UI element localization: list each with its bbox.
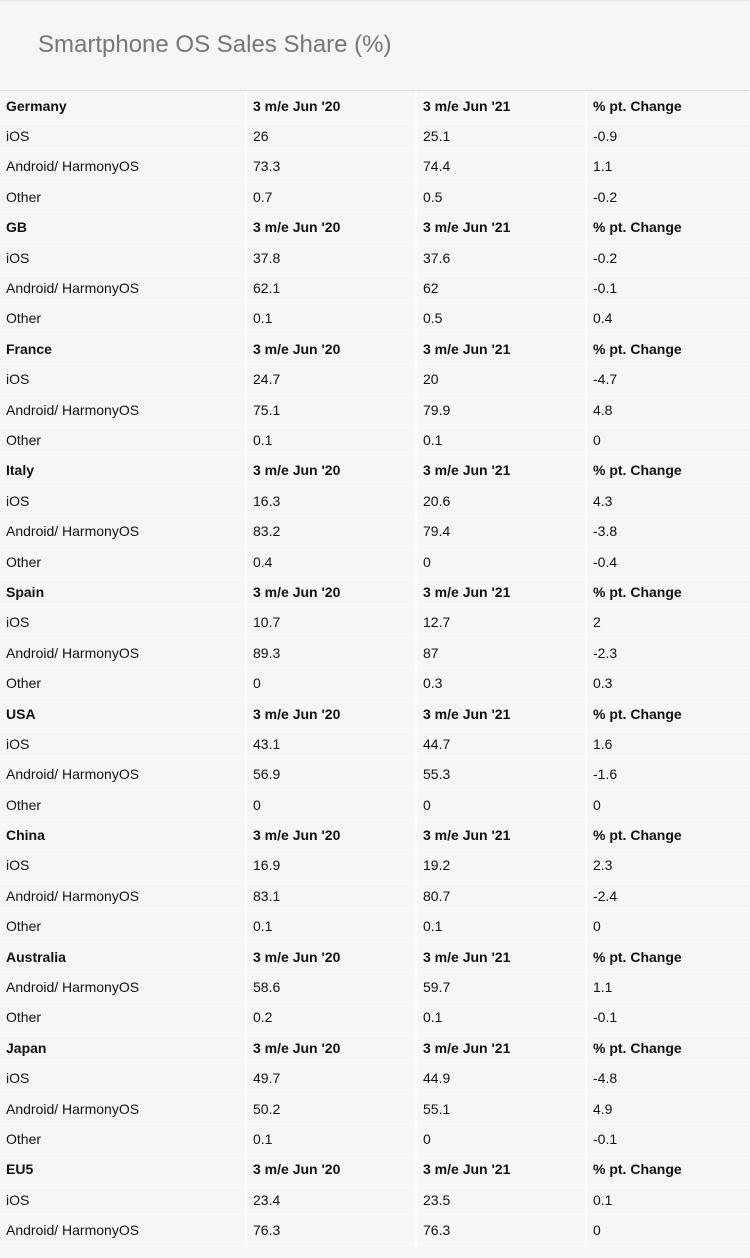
value-cell-3: 1.1 [585, 972, 750, 1002]
region-header-row-china [0, 820, 750, 850]
value-cell-3: 0 [585, 912, 750, 942]
table-row-france-other [0, 425, 750, 455]
value-cell-2: 20 [415, 365, 585, 395]
os-label: Android/ HarmonyOS [0, 972, 245, 1002]
value-cell-2: 0.1 [415, 912, 585, 942]
column-header-2: 3 m/e Jun '21 [415, 1033, 585, 1063]
value-cell-2: 12.7 [415, 608, 585, 638]
value-cell-2: 80.7 [415, 881, 585, 911]
os-label: Other [0, 912, 245, 942]
value-cell-1: 56.9 [245, 760, 415, 790]
value-cell-3: 1.1 [585, 152, 750, 182]
column-header-3: % pt. Change [585, 577, 750, 607]
table-body [0, 91, 750, 1246]
value-cell-3: -1.6 [585, 760, 750, 790]
value-cell-3: -0.2 [585, 182, 750, 212]
value-cell-3: 2.3 [585, 851, 750, 881]
value-cell-1: 0.2 [245, 1003, 415, 1033]
column-header-2: 3 m/e Jun '21 [415, 213, 585, 243]
table-row-australia-other [0, 1003, 750, 1033]
os-label: Other [0, 1124, 245, 1154]
value-cell-1: 50.2 [245, 1094, 415, 1124]
region-label: GB [0, 213, 245, 243]
column-header-2: 3 m/e Jun '21 [415, 942, 585, 972]
value-cell-3: -4.7 [585, 365, 750, 395]
os-label: Other [0, 1003, 245, 1033]
value-cell-1: 26 [245, 121, 415, 151]
value-cell-1: 58.6 [245, 972, 415, 1002]
table-row-china-android-harmonyos [0, 881, 750, 911]
column-header-1: 3 m/e Jun '20 [245, 1155, 415, 1185]
table-row-eu5-android-harmonyos [0, 1215, 750, 1245]
table-row-china-other [0, 912, 750, 942]
table-row-france-ios [0, 365, 750, 395]
value-cell-2: 55.3 [415, 760, 585, 790]
value-cell-2: 79.9 [415, 395, 585, 425]
column-header-1: 3 m/e Jun '20 [245, 942, 415, 972]
value-cell-2: 74.4 [415, 152, 585, 182]
value-cell-2: 0 [415, 790, 585, 820]
value-cell-2: 44.9 [415, 1064, 585, 1094]
table-row-china-ios [0, 851, 750, 881]
region-label: Japan [0, 1033, 245, 1063]
region-label: USA [0, 699, 245, 729]
value-cell-2: 55.1 [415, 1094, 585, 1124]
region-label: Spain [0, 577, 245, 607]
value-cell-2: 20.6 [415, 486, 585, 516]
value-cell-3: -2.4 [585, 881, 750, 911]
region-label: Italy [0, 456, 245, 486]
value-cell-3: -0.2 [585, 243, 750, 273]
value-cell-3: 0 [585, 425, 750, 455]
os-label: Android/ HarmonyOS [0, 638, 245, 668]
table-row-gb-android-harmonyos [0, 273, 750, 303]
column-header-3: % pt. Change [585, 91, 750, 121]
value-cell-2: 0.1 [415, 1003, 585, 1033]
os-label: Android/ HarmonyOS [0, 273, 245, 303]
region-header-row-japan [0, 1033, 750, 1063]
table-row-eu5-ios [0, 1185, 750, 1215]
column-header-1: 3 m/e Jun '20 [245, 577, 415, 607]
column-header-2: 3 m/e Jun '21 [415, 334, 585, 364]
region-label: France [0, 334, 245, 364]
value-cell-2: 0.5 [415, 182, 585, 212]
value-cell-1: 0.4 [245, 547, 415, 577]
table-row-france-android-harmonyos [0, 395, 750, 425]
value-cell-1: 10.7 [245, 608, 415, 638]
column-header-2: 3 m/e Jun '21 [415, 699, 585, 729]
column-header-3: % pt. Change [585, 1033, 750, 1063]
column-header-3: % pt. Change [585, 699, 750, 729]
os-label: Android/ HarmonyOS [0, 152, 245, 182]
value-cell-3: 0.3 [585, 668, 750, 698]
table-row-germany-android-harmonyos [0, 152, 750, 182]
column-header-3: % pt. Change [585, 1155, 750, 1185]
value-cell-3: -4.8 [585, 1064, 750, 1094]
value-cell-3: 0.1 [585, 1185, 750, 1215]
os-label: Android/ HarmonyOS [0, 516, 245, 546]
column-header-2: 3 m/e Jun '21 [415, 91, 585, 121]
column-header-3: % pt. Change [585, 456, 750, 486]
table-container[interactable] [0, 91, 750, 1258]
os-label: iOS [0, 851, 245, 881]
value-cell-3: -0.1 [585, 1124, 750, 1154]
table-row-spain-other [0, 668, 750, 698]
value-cell-1: 83.2 [245, 516, 415, 546]
column-header-1: 3 m/e Jun '20 [245, 1033, 415, 1063]
value-cell-1: 43.1 [245, 729, 415, 759]
os-label: iOS [0, 365, 245, 395]
value-cell-2: 44.7 [415, 729, 585, 759]
value-cell-2: 79.4 [415, 516, 585, 546]
value-cell-3: 4.3 [585, 486, 750, 516]
table-row-japan-other [0, 1124, 750, 1154]
region-header-row-eu5 [0, 1155, 750, 1185]
value-cell-2: 76.3 [415, 1215, 585, 1245]
os-label: Other [0, 668, 245, 698]
value-cell-3: 2 [585, 608, 750, 638]
table-row-spain-ios [0, 608, 750, 638]
value-cell-1: 0 [245, 668, 415, 698]
value-cell-1: 16.3 [245, 486, 415, 516]
column-header-2: 3 m/e Jun '21 [415, 577, 585, 607]
os-label: iOS [0, 1185, 245, 1215]
value-cell-3: -0.4 [585, 547, 750, 577]
os-label: iOS [0, 1064, 245, 1094]
value-cell-1: 0.1 [245, 912, 415, 942]
column-header-2: 3 m/e Jun '21 [415, 820, 585, 850]
column-header-3: % pt. Change [585, 820, 750, 850]
value-cell-2: 59.7 [415, 972, 585, 1002]
value-cell-3: -2.3 [585, 638, 750, 668]
value-cell-1: 37.8 [245, 243, 415, 273]
value-cell-2: 87 [415, 638, 585, 668]
region-label: EU5 [0, 1155, 245, 1185]
region-header-row-italy [0, 456, 750, 486]
os-label: Android/ HarmonyOS [0, 881, 245, 911]
value-cell-3: 4.9 [585, 1094, 750, 1124]
os-label: Android/ HarmonyOS [0, 395, 245, 425]
os-label: Android/ HarmonyOS [0, 1215, 245, 1245]
value-cell-3: 1.6 [585, 729, 750, 759]
table-row-usa-android-harmonyos [0, 760, 750, 790]
os-label: iOS [0, 608, 245, 638]
region-header-row-gb [0, 213, 750, 243]
column-header-3: % pt. Change [585, 334, 750, 364]
os-label: iOS [0, 729, 245, 759]
value-cell-1: 0.7 [245, 182, 415, 212]
os-label: iOS [0, 486, 245, 516]
value-cell-3: 0 [585, 790, 750, 820]
region-label: China [0, 820, 245, 850]
table-row-australia-android-harmonyos [0, 972, 750, 1002]
region-header-row-australia [0, 942, 750, 972]
os-label: Other [0, 547, 245, 577]
column-header-2: 3 m/e Jun '21 [415, 1155, 585, 1185]
value-cell-3: -0.1 [585, 273, 750, 303]
chart-title: Smartphone OS Sales Share (%) [38, 31, 392, 58]
region-header-row-germany [0, 91, 750, 121]
region-header-row-spain [0, 577, 750, 607]
value-cell-3: 0.4 [585, 304, 750, 334]
value-cell-2: 0 [415, 547, 585, 577]
value-cell-3: -3.8 [585, 516, 750, 546]
os-label: Android/ HarmonyOS [0, 1094, 245, 1124]
table-row-germany-ios [0, 121, 750, 151]
os-label: Other [0, 425, 245, 455]
value-cell-1: 0 [245, 790, 415, 820]
value-cell-1: 0.1 [245, 425, 415, 455]
os-share-table [0, 91, 750, 1246]
table-row-japan-android-harmonyos [0, 1094, 750, 1124]
value-cell-3: 0 [585, 1215, 750, 1245]
table-row-spain-android-harmonyos [0, 638, 750, 668]
value-cell-2: 0.3 [415, 668, 585, 698]
value-cell-2: 23.5 [415, 1185, 585, 1215]
value-cell-3: -0.9 [585, 121, 750, 151]
value-cell-1: 16.9 [245, 851, 415, 881]
value-cell-1: 24.7 [245, 365, 415, 395]
os-label: iOS [0, 243, 245, 273]
value-cell-1: 49.7 [245, 1064, 415, 1094]
column-header-1: 3 m/e Jun '20 [245, 91, 415, 121]
value-cell-1: 0.1 [245, 1124, 415, 1154]
column-header-3: % pt. Change [585, 942, 750, 972]
value-cell-2: 0.1 [415, 425, 585, 455]
table-row-italy-ios [0, 486, 750, 516]
os-label: iOS [0, 121, 245, 151]
value-cell-1: 23.4 [245, 1185, 415, 1215]
table-row-italy-other [0, 547, 750, 577]
value-cell-1: 0.1 [245, 304, 415, 334]
value-cell-1: 76.3 [245, 1215, 415, 1245]
table-row-usa-ios [0, 729, 750, 759]
os-label: Other [0, 182, 245, 212]
table-row-gb-ios [0, 243, 750, 273]
column-header-1: 3 m/e Jun '20 [245, 213, 415, 243]
value-cell-3: -0.1 [585, 1003, 750, 1033]
column-header-2: 3 m/e Jun '21 [415, 456, 585, 486]
column-header-1: 3 m/e Jun '20 [245, 699, 415, 729]
value-cell-2: 0.5 [415, 304, 585, 334]
region-label: Germany [0, 91, 245, 121]
region-label: Australia [0, 942, 245, 972]
table-row-germany-other [0, 182, 750, 212]
column-header-1: 3 m/e Jun '20 [245, 334, 415, 364]
region-header-row-france [0, 334, 750, 364]
value-cell-2: 19.2 [415, 851, 585, 881]
table-row-japan-ios [0, 1064, 750, 1094]
value-cell-1: 73.3 [245, 152, 415, 182]
value-cell-2: 62 [415, 273, 585, 303]
value-cell-1: 62.1 [245, 273, 415, 303]
value-cell-1: 89.3 [245, 638, 415, 668]
value-cell-3: 4.8 [585, 395, 750, 425]
value-cell-1: 75.1 [245, 395, 415, 425]
region-header-row-usa [0, 699, 750, 729]
column-header-3: % pt. Change [585, 213, 750, 243]
table-row-italy-android-harmonyos [0, 516, 750, 546]
value-cell-1: 83.1 [245, 881, 415, 911]
column-header-1: 3 m/e Jun '20 [245, 456, 415, 486]
value-cell-2: 0 [415, 1124, 585, 1154]
value-cell-2: 25.1 [415, 121, 585, 151]
os-label: Other [0, 790, 245, 820]
os-label: Android/ HarmonyOS [0, 760, 245, 790]
value-cell-2: 37.6 [415, 243, 585, 273]
column-header-1: 3 m/e Jun '20 [245, 820, 415, 850]
os-label: Other [0, 304, 245, 334]
table-row-gb-other [0, 304, 750, 334]
table-row-usa-other [0, 790, 750, 820]
